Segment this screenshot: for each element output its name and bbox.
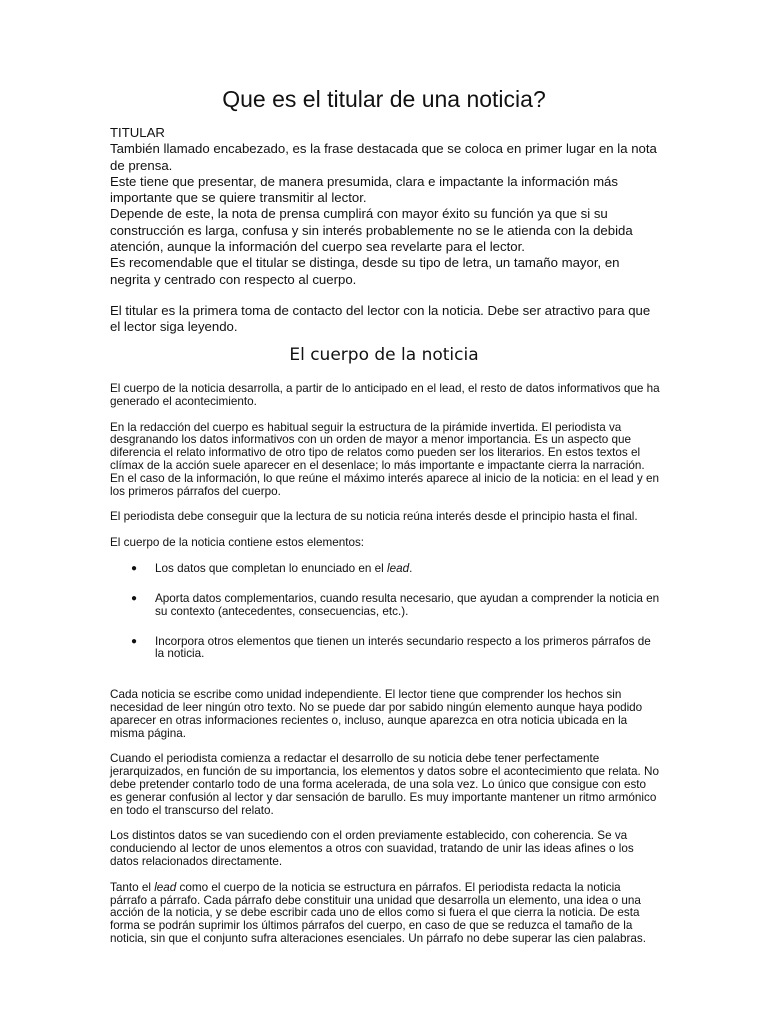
list-item-text: Aporta datos complementarios, cuando resulta necesario, que ayudan a comprender la noticia en su contexto (antecedentes, consecuencias, etc.). [155, 591, 660, 618]
intro-paragraph: También llamado encabezado, es la frase destacada que se coloca en primer lugar en la nota de prensa. [110, 141, 657, 173]
list-item-emphasis: lead [386, 561, 410, 575]
list-item-text: . [409, 561, 413, 575]
elements-list [110, 563, 660, 661]
body-paragraph: El cuerpo de la noticia contiene estos elementos: [110, 536, 365, 550]
body-paragraph: Cada noticia se escribe como unidad independiente. El lector tiene que comprender los hechos sin necesidad de leer ningún otro texto. No se puede dar por sabido ningún elemento aunque haya podido aparecer en otras informaciones recientes o, incluso, aunque aparezca en otra noticia ubicada en la misma página. [110, 688, 643, 740]
body-paragraph: El periodista debe conseguir que la lectura de su noticia reúna interés desde el principio hasta el final. [110, 510, 638, 524]
list-item [110, 636, 660, 662]
body-paragraph: El cuerpo de la noticia desarrolla, a partir de lo anticipado en el lead, el resto de datos informativos que ha generado el acontecimiento. [110, 382, 660, 408]
paragraph-text: Tanto el [110, 880, 155, 894]
section-title: El cuerpo de la noticia [289, 345, 479, 365]
list-item-text: Los datos que completan lo enunciado en el [155, 561, 387, 575]
body-paragraph: En la redacción del cuerpo es habitual seguir la estructura de la pirámide invertida. El periodista va desgranando los datos informativos con un orden de mayor a menor importancia. Es un aspecto que diferencia el relato informativo de otro tipo de relatos como pueden ser los literarios. En estos textos el clímax de la acción suele aparecer en el desenlace; lo más importante e impactante cierra la narración. En el caso de la información, lo que reúne el máximo interés aparece al inicio de la noticia: en el lead y en los primeros párrafos del cuerpo. [110, 420, 659, 498]
intro-paragraph: Depende de este, la nota de prensa cumplirá con mayor éxito su función ya que si su construcción es larga, confusa y sin interés probablemente no se le atienda con la debida atención, aunque la información del cuerpo sea revelarte para el lector. [110, 206, 633, 255]
list-item-text: Incorpora otros elementos que tienen un interés secundario respecto a los primeros párrafos de la noticia. [155, 634, 651, 661]
body-section [110, 383, 660, 959]
intro-heading: TITULAR [110, 125, 165, 140]
list-item [110, 593, 660, 619]
body-paragraph: Los distintos datos se van sucediendo con el orden previamente establecido, con coherencia. Se va conduciendo al lector de unos elementos a otros con suavidad, tratando de unir las ideas afines o los datos relacionados directamente. [110, 829, 634, 868]
list-item [110, 563, 660, 576]
intro-closing-paragraph: El titular es la primera toma de contacto del lector con la noticia. Debe ser atractivo para que el lector siga leyendo. [110, 302, 651, 335]
intro-paragraph: Es recomendable que el titular se distinga, desde su tipo de letra, un tamaño mayor, en negrita y centrado con respecto al cuerpo. [110, 255, 620, 287]
bullet-icon: ● [131, 562, 138, 574]
paragraph-emphasis: lead [154, 880, 177, 894]
intro-section [110, 125, 658, 336]
intro-paragraph: Este tiene que presentar, de manera presumida, clara e impactante la información más importante que se quiere transmitir al lector. [110, 173, 618, 206]
bullet-icon: ● [131, 635, 138, 647]
body-paragraph: Cuando el periodista comienza a redactar el desarrollo de su noticia debe tener perfectamente jerarquizados, en función de su importancia, los elementos y datos sobre el acontecimiento que relata. No debe pretender contarlo todo de una forma acelerada, de una sola vez. Lo único que consigue con esto es generar confusión al lector y dar sensación de barullo. Es muy importante mantener un ritmo armónico en todo el transcurso del relato. [110, 752, 659, 817]
page-title: Que es el titular de una noticia? [222, 86, 546, 112]
bullet-icon: ● [131, 592, 138, 604]
body-paragraph [110, 882, 660, 946]
paragraph-text: como el cuerpo de la noticia se estructura en párrafos. El periodista redacta la noticia párrafo a párrafo. Cada párrafo debe constituir una unidad que desarrolla un elemento, una idea o una acción de la noticia, y se debe escribir cada uno de ellos como si fuera el que cierra la noticia. De esta forma se podrán suprimir los últimos párrafos del cuerpo, en caso de que se reduzca el tamaño de la noticia, sin que el conjunto sufra alteraciones esenciales. Un párrafo no debe superar las cien palabras. [110, 880, 646, 945]
